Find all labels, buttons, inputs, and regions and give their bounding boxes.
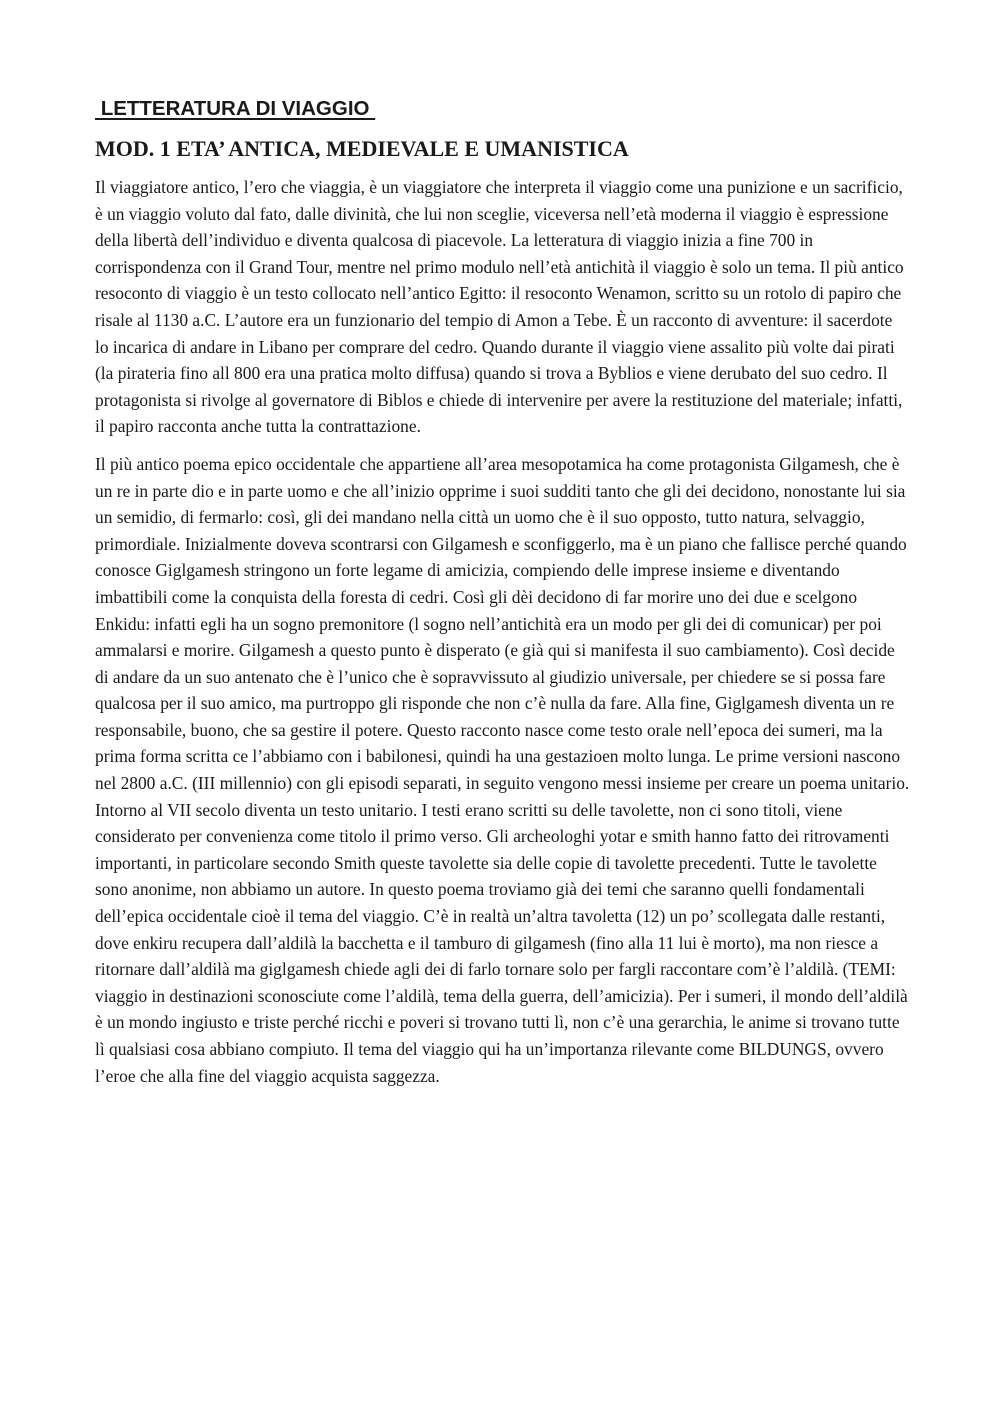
paragraph-2: Il più antico poema epico occidentale che appartiene all’area mesopotamica ha come protagonista Gilgamesh, che è un re in parte dio e in parte uomo e che all’inizio opprime i suoi sudditi tanto che gli dei decidono, nonostante lui sia un semidio, di fermarlo: così, gli dei mandano nella città un uomo che è il suo opposto, tutto natura, selvaggio, primordiale. Inizialmente doveva scontrarsi con Gilgamesh e sconfiggerlo, ma è un piano che fallisce perché quando conosce Giglgamesh stringono un forte legame di amicizia, compiendo delle imprese insieme e diventando imbattibili come la conquista della foresta di cedri. Così gli dèi decidono di far morire uno dei due e scelgono Enkidu: infatti egli ha un sogno premonitore (l sogno nell’antichità era un modo per gli dei di comunicar) per poi ammalarsi e morire. Gilgamesh a questo punto è disperato (e già qui si manifesta il suo cambiamento). Così decide di andare da un suo antenato che è l’unico che è sopravvissuto al giudizio universale, per chiedere se si possa fare qualcosa per il suo amico, ma purtroppo gli risponde che non c’è nulla da fare. Alla fine, Giglgamesh diventa un re responsabile, buono, che sa gestire il potere. Questo racconto nasce come testo orale nell’epoca dei sumeri, ma la prima forma scritta ce l’abbiamo con i babilonesi, quindi ha una gestazioen molto lunga. Le prime versioni nascono nel 2800 a.C. (III millennio) con gli episodi separati, in seguito vengono messi insieme per creare un poema unitario. Intorno al VII secolo diventa un testo unitario. I testi erano scritti su delle tavolette, non ci sono titoli, viene considerato per convenienza come titolo il primo verso. Gli archeologhi yotar e smith hanno fatto dei ritrovamenti importanti, in particolare secondo Smith queste tavolette sia delle copie di tavolette precedenti. Tutte le tavolette sono anonime, non abbiamo un autore. In questo poema troviamo già dei temi che saranno quelli fondamentali dell’epica occidentale cioè il tema del viaggio. C’è in realtà un’altra tavoletta (12) un po’ scollegata dalle restanti, dove enkiru recupera dall’aldilà la bacchetta e il tamburo di gilgamesh (fino alla 11 lui è morto), ma non riesce a ritornare dall’aldilà ma giglgamesh chiede agli dei di farlo tornare solo per fargli raccontare com’è l’aldilà. (TEMI: viaggio in destinazioni sconosciute come l’aldilà, tema della guerra, dell’amicizia). Per i sumeri, il mondo dell’aldilà è un mondo ingiusto e triste perché ricchi e poveri si trovano tutti lì, non c’è una gerarchia, le anime si trovano tutte lì qualsiasi cosa abbiano compiuto. Il tema del viaggio qui ha un’importanza rilevante come BILDUNGS, ovvero l’eroe che alla fine del viaggio acquista saggezza. — [95, 453, 910, 1086]
paragraph-1: Il viaggiatore antico, l’ero che viaggia, è un viaggiatore che interpreta il viaggio come una punizione e un sacrificio, è un viaggio voluto dal fato, dalle divinità, che lui non sceglie, viceversa nell’età moderna il viaggio è espressione della libertà dell’individuo e diventa qualcosa di piacevole. La letteratura di viaggio inizia a fine 700 in corrispondenza con il Grand Tour, mentre nel primo modulo nell’età antichità il viaggio è solo un tema. Il più antico resoconto di viaggio è un testo collocato nell’antico Egitto: il resoconto Wenamon, scritto su un rotolo di papiro che risale al 1130 a.C. L’autore era un funzionario del tempio di Amon a Tebe. È un racconto di avventure: il sacerdote lo incarica di andare in Libano per comprare del cedro. Quando durante il viaggio viene assalito più volte dai pirati (la pirateria fino all 800 era una pratica molto diffusa) quando si trova a Byblios e viene derubato del suo cedro. Il protagonista si rivolge al governatore di Biblos e chiede di intervenire per avere la restituzione del materiale; infatti, il papiro racconta anche tutta la contrattazione. — [95, 177, 904, 437]
document-title: LETTERATURA DI VIAGGIO — [95, 97, 376, 120]
document-page — [95, 96, 910, 1100]
module-heading: MOD. 1 ETA’ ANTICA, MEDIEVALE E UMANISTICA — [95, 136, 629, 161]
